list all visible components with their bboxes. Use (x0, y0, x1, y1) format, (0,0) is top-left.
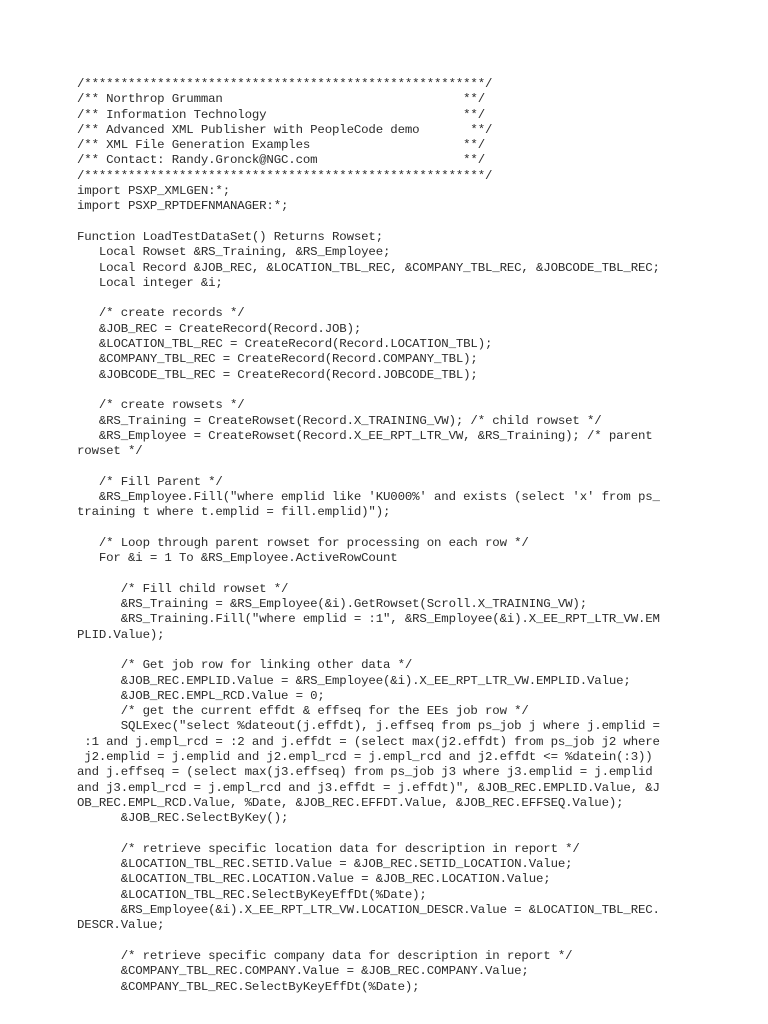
code-line: /** Northrop Grumman **/ (77, 92, 485, 107)
code-line: Local Rowset &RS_Training, &RS_Employee; (77, 245, 391, 260)
code-line: &RS_Training = &RS_Employee(&i).GetRowset(Scroll.X_TRAINING_VW); (77, 597, 587, 612)
code-line: /** Contact: Randy.Gronck@NGC.com **/ (77, 153, 485, 168)
code-line: /* Get job row for linking other data */ (77, 658, 413, 673)
code-line: /*******************************************************/ (77, 168, 493, 183)
code-line: j2.emplid = j.emplid and j2.empl_rcd = j.empl_rcd and j2.effdt <= %datein(:3)) (77, 750, 653, 765)
code-line: &LOCATION_TBL_REC = CreateRecord(Record.LOCATION_TBL); (77, 337, 493, 352)
code-line: &RS_Employee.Fill("where emplid like 'KU000%' and exists (select 'x' from ps_ (77, 490, 660, 505)
code-line: /* Fill child rowset */ (77, 581, 289, 596)
code-line: DESCR.Value; (77, 918, 165, 933)
code-line: Local integer &i; (77, 275, 223, 290)
blank-line (77, 383, 717, 398)
blank-line (77, 567, 717, 582)
code-line: &RS_Training.Fill("where emplid = :1", &RS_Employee(&i).X_EE_RPT_LTR_VW.EM (77, 612, 660, 627)
code-line: training t where t.emplid = fill.emplid)"); (77, 505, 391, 520)
code-line: &JOB_REC.EMPLID.Value = &RS_Employee(&i).X_EE_RPT_LTR_VW.EMPLID.Value; (77, 673, 631, 688)
code-line: :1 and j.empl_rcd = :2 and j.effdt = (select max(j2.effdt) from ps_job j2 where (77, 734, 660, 749)
blank-line (77, 934, 717, 949)
code-line: /*******************************************************/ (77, 77, 493, 91)
code-line: rowset */ (77, 444, 143, 459)
code-line: /* create records */ (77, 306, 245, 321)
code-line: /* Fill Parent */ (77, 474, 223, 489)
code-line: &RS_Training = CreateRowset(Record.X_TRAINING_VW); /* child rowset */ (77, 413, 602, 428)
code-line: /* create rowsets */ (77, 398, 245, 413)
code-line: &LOCATION_TBL_REC.SETID.Value = &JOB_REC.SETID_LOCATION.Value; (77, 857, 573, 872)
code-line: /* Loop through parent rowset for processing on each row */ (77, 535, 529, 550)
code-line: import PSXP_RPTDEFNMANAGER:*; (77, 199, 289, 214)
blank-line (77, 215, 717, 230)
code-line: &RS_Employee = CreateRowset(Record.X_EE_RPT_LTR_VW, &RS_Training); /* parent (77, 428, 653, 443)
blank-line (77, 827, 717, 842)
code-line: import PSXP_XMLGEN:*; (77, 184, 230, 199)
code-line: &COMPANY_TBL_REC.SelectByKeyEffDt(%Date); (77, 979, 420, 994)
code-line: and j3.empl_rcd = j.empl_rcd and j3.effdt = j.effdt)", &JOB_REC.EMPLID.Value, &J (77, 780, 660, 795)
code-line: /** XML File Generation Examples **/ (77, 138, 485, 153)
code-line: For &i = 1 To &RS_Employee.ActiveRowCount (77, 551, 398, 566)
code-line: &COMPANY_TBL_REC.COMPANY.Value = &JOB_REC.COMPANY.Value; (77, 964, 529, 979)
code-line: /* retrieve specific location data for description in report */ (77, 841, 580, 856)
code-line: &JOB_REC.EMPL_RCD.Value = 0; (77, 688, 325, 703)
code-line: Local Record &JOB_REC, &LOCATION_TBL_REC, &COMPANY_TBL_REC, &JOBCODE_TBL_REC; (77, 260, 660, 275)
code-line: /** Advanced XML Publisher with PeopleCode demo **/ (77, 122, 493, 137)
code-line: &LOCATION_TBL_REC.LOCATION.Value = &JOB_REC.LOCATION.Value; (77, 872, 551, 887)
blank-line (77, 643, 717, 658)
code-line: &COMPANY_TBL_REC = CreateRecord(Record.COMPANY_TBL); (77, 352, 478, 367)
blank-line (77, 459, 717, 474)
code-listing (77, 77, 717, 995)
code-line: /** Information Technology **/ (77, 107, 485, 122)
code-line: /* retrieve specific company data for description in report */ (77, 948, 573, 963)
code-line: PLID.Value); (77, 627, 165, 642)
code-line: &LOCATION_TBL_REC.SelectByKeyEffDt(%Date); (77, 887, 427, 902)
code-line: Function LoadTestDataSet() Returns Rowset; (77, 229, 383, 244)
blank-line (77, 291, 717, 306)
code-line: SQLExec("select %dateout(j.effdt), j.effseq from ps_job j where j.emplid = (77, 719, 660, 734)
code-line: &JOB_REC.SelectByKey(); (77, 811, 289, 826)
code-line: &RS_Employee(&i).X_EE_RPT_LTR_VW.LOCATION_DESCR.Value = &LOCATION_TBL_REC. (77, 903, 660, 918)
code-line: and j.effseq = (select max(j3.effseq) from ps_job j3 where j3.emplid = j.emplid (77, 765, 653, 780)
code-line: &JOB_REC = CreateRecord(Record.JOB); (77, 321, 362, 336)
code-line: &JOBCODE_TBL_REC = CreateRecord(Record.JOBCODE_TBL); (77, 367, 478, 382)
code-line: OB_REC.EMPL_RCD.Value, %Date, &JOB_REC.EFFDT.Value, &JOB_REC.EFFSEQ.Value); (77, 795, 624, 810)
blank-line (77, 521, 717, 536)
code-line: /* get the current effdt & effseq for the EEs job row */ (77, 704, 529, 719)
